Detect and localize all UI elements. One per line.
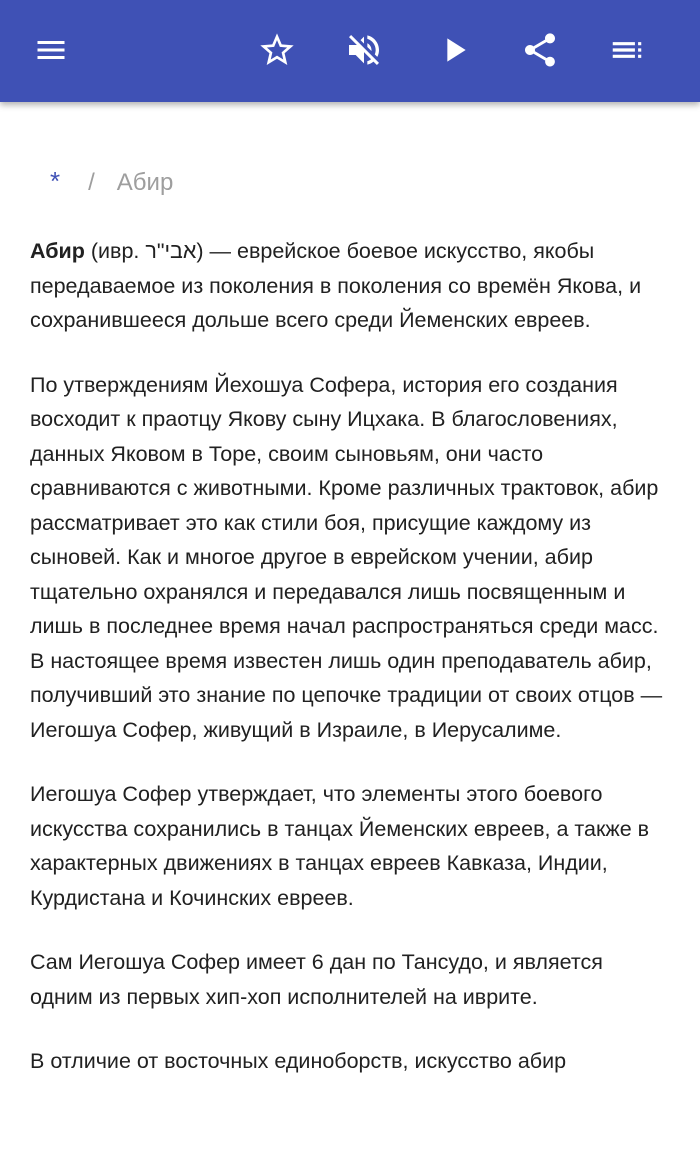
article-paragraph-text: (ивр. אבי"ר) — еврейское боевое искусство, якобы передаваемое из поколения в поколения со времён Якова, и сохранившееся дольше всего среди Йеменских евреев. xyxy=(30,239,642,332)
breadcrumb-current: Абир xyxy=(116,169,174,196)
app-bar xyxy=(0,0,700,102)
article-paragraph: Иегошуа Софер утверждает, что элементы этого боевого искусства сохранились в танцах Йеменских евреев, а также в характерных движениях в танцах евреев Кавказа, Индии, Курдистана и Кочинских евреев. xyxy=(30,782,650,910)
star-outline-icon xyxy=(257,30,297,70)
menu-button[interactable] xyxy=(27,26,75,74)
article-paragraph xyxy=(30,234,670,338)
play-button[interactable] xyxy=(430,26,478,74)
mute-button[interactable] xyxy=(340,26,388,74)
breadcrumb-home-link[interactable]: * xyxy=(50,166,61,196)
table-of-contents-button[interactable] xyxy=(603,26,651,74)
breadcrumb xyxy=(50,166,670,196)
table-of-contents-icon xyxy=(608,31,646,69)
article-content xyxy=(30,102,670,1167)
article-paragraph: По утверждениям Йехошуа Софера, история его создания восходит к праотцу Якову сыну Ицхака. В благословениях, данных Яковом в Торе, своим сыновьям, они часто сравниваются с животными. Кроме различных трактовок, абир рассматривает это как стили боя, присущие каждому из сыновей. Как и многое другое в еврейском учении, абир тщательно охранялся и передавался лишь посвященным и лишь в последнее время начал распространяться среди масс. В настоящее время известен лишь один преподаватель абир, получивший это знание по цепочке традиции от своих отцов — Иегошуа Софер, живущий в Израиле, в Иерусалиме. xyxy=(30,372,663,742)
article-paragraph: В отличие от восточных единоборств, искусство абир xyxy=(30,1049,567,1073)
article-term: Абир xyxy=(30,239,85,263)
breadcrumb-separator: / xyxy=(88,169,95,196)
favorite-button[interactable] xyxy=(253,26,301,74)
share-button[interactable] xyxy=(516,26,564,74)
menu-icon xyxy=(33,32,69,68)
play-icon xyxy=(434,30,474,70)
volume-off-icon xyxy=(344,30,384,70)
article-paragraph: Сам Иегошуа Софер имеет 6 дан по Тансудо, и является одним из первых хип-хоп исполнителей на иврите. xyxy=(30,950,603,1009)
share-icon xyxy=(520,30,560,70)
